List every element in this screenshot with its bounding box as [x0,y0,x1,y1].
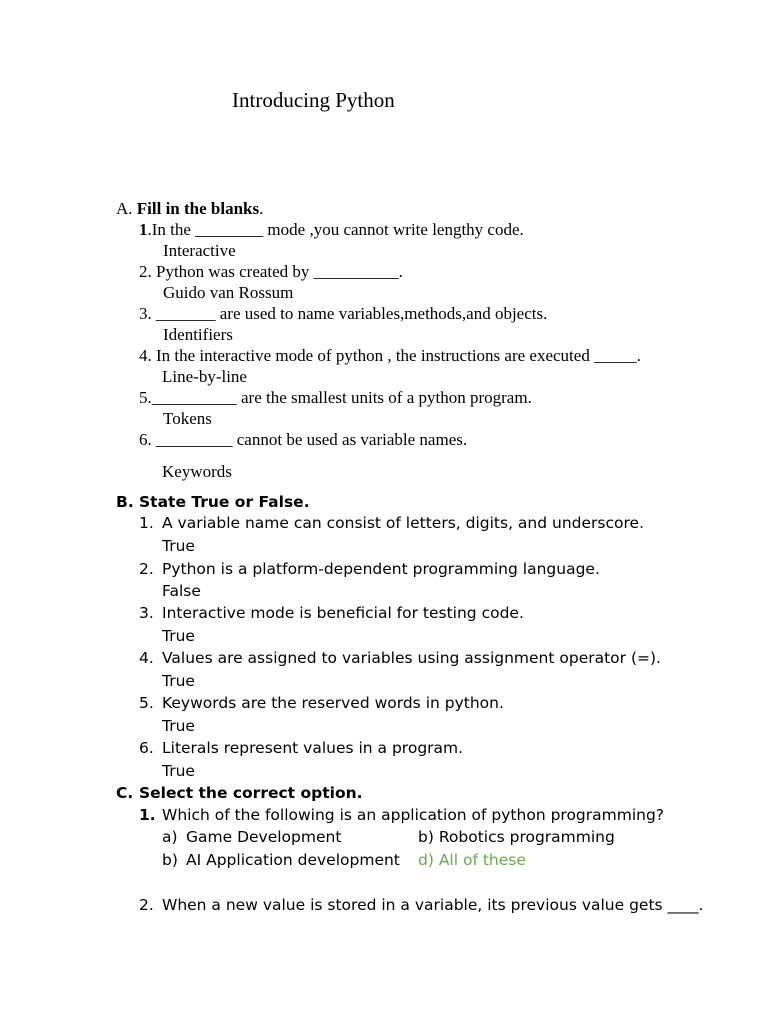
section-a-title: Fill in the blanks [136,199,260,218]
tf-question-4: Values are assigned to variables using assignment operator (=). [162,649,661,667]
tf-num-2: 2. [139,560,154,578]
tf-answer-6: True [162,762,195,780]
item-number: 6. [139,430,152,449]
fill-answer-2: Guido van Rossum [163,283,294,302]
tf-question-6: Literals represent values in a program. [162,739,464,757]
page-title: Introducing Python [232,88,395,112]
item-number: 5. [139,388,152,407]
option-d-correct: d) All of these [418,851,526,869]
option-c-label: b) [162,851,178,869]
mcq-question-1: Which of the following is an application of python programming? [162,806,665,824]
fill-item-6 [139,431,467,448]
question-text: .In the ________ mode ,you cannot write lengthy code. [147,220,524,239]
tf-num-3: 3. [139,604,154,622]
question-text: __________ are the smallest units of a python program. [151,388,532,407]
section-c-letter: C. [116,784,134,802]
section-b-letter: B. [116,493,134,511]
fill-answer-6: Keywords [162,462,232,481]
item-number: 4. [139,346,152,365]
question-text: In the interactive mode of python , the instructions are executed _____. [156,346,641,365]
section-b-heading [116,495,134,511]
item-number: 1 [139,220,148,239]
section-a-letter: A. [116,199,133,218]
mcq-num-1: 1. [139,806,156,824]
question-text: _________ cannot be used as variable names. [156,430,468,449]
tf-num-6: 6. [139,739,154,757]
tf-answer-5: True [162,717,195,735]
option-a-label: a) [162,828,178,846]
section-a-heading [116,200,263,217]
fill-item-1 [139,221,524,238]
option-b: b) Robotics programming [418,828,615,846]
fill-answer-1: Interactive [163,241,236,260]
tf-answer-4: True [162,672,195,690]
tf-answer-3: True [162,627,195,645]
tf-answer-2: False [162,582,201,600]
question-text: _______ are used to name variables,methods,and objects. [156,304,548,323]
fill-item-3 [139,305,547,322]
option-a: Game Development [186,828,342,846]
section-c-title: Select the correct option. [139,784,363,802]
item-number: 2. [139,262,152,281]
fill-item-4 [139,347,641,364]
tf-question-1: A variable name can consist of letters, digits, and underscore. [162,514,644,532]
tf-num-4: 4. [139,649,154,667]
option-c: AI Application development [186,851,400,869]
section-a-title-tail: . [259,199,264,218]
mcq-num-2: 2. [139,896,154,914]
tf-num-5: 5. [139,694,154,712]
fill-answer-4: Line-by-line [162,367,247,386]
tf-answer-1: True [162,537,195,555]
question-text: Python was created by __________. [156,262,403,281]
fill-item-5 [139,389,532,406]
section-b-title: State True or False. [139,493,310,511]
item-number: 3. [139,304,152,323]
mcq-question-2: When a new value is stored in a variable, its previous value gets ____. [162,896,704,914]
fill-answer-3: Identifiers [163,325,233,344]
tf-question-3: Interactive mode is beneficial for testing code. [162,604,524,622]
fill-answer-5: Tokens [163,409,212,428]
fill-item-2 [139,263,403,280]
tf-question-5: Keywords are the reserved words in python. [162,694,504,712]
tf-question-2: Python is a platform-dependent programming language. [162,560,600,578]
tf-num-1: 1. [139,514,154,532]
